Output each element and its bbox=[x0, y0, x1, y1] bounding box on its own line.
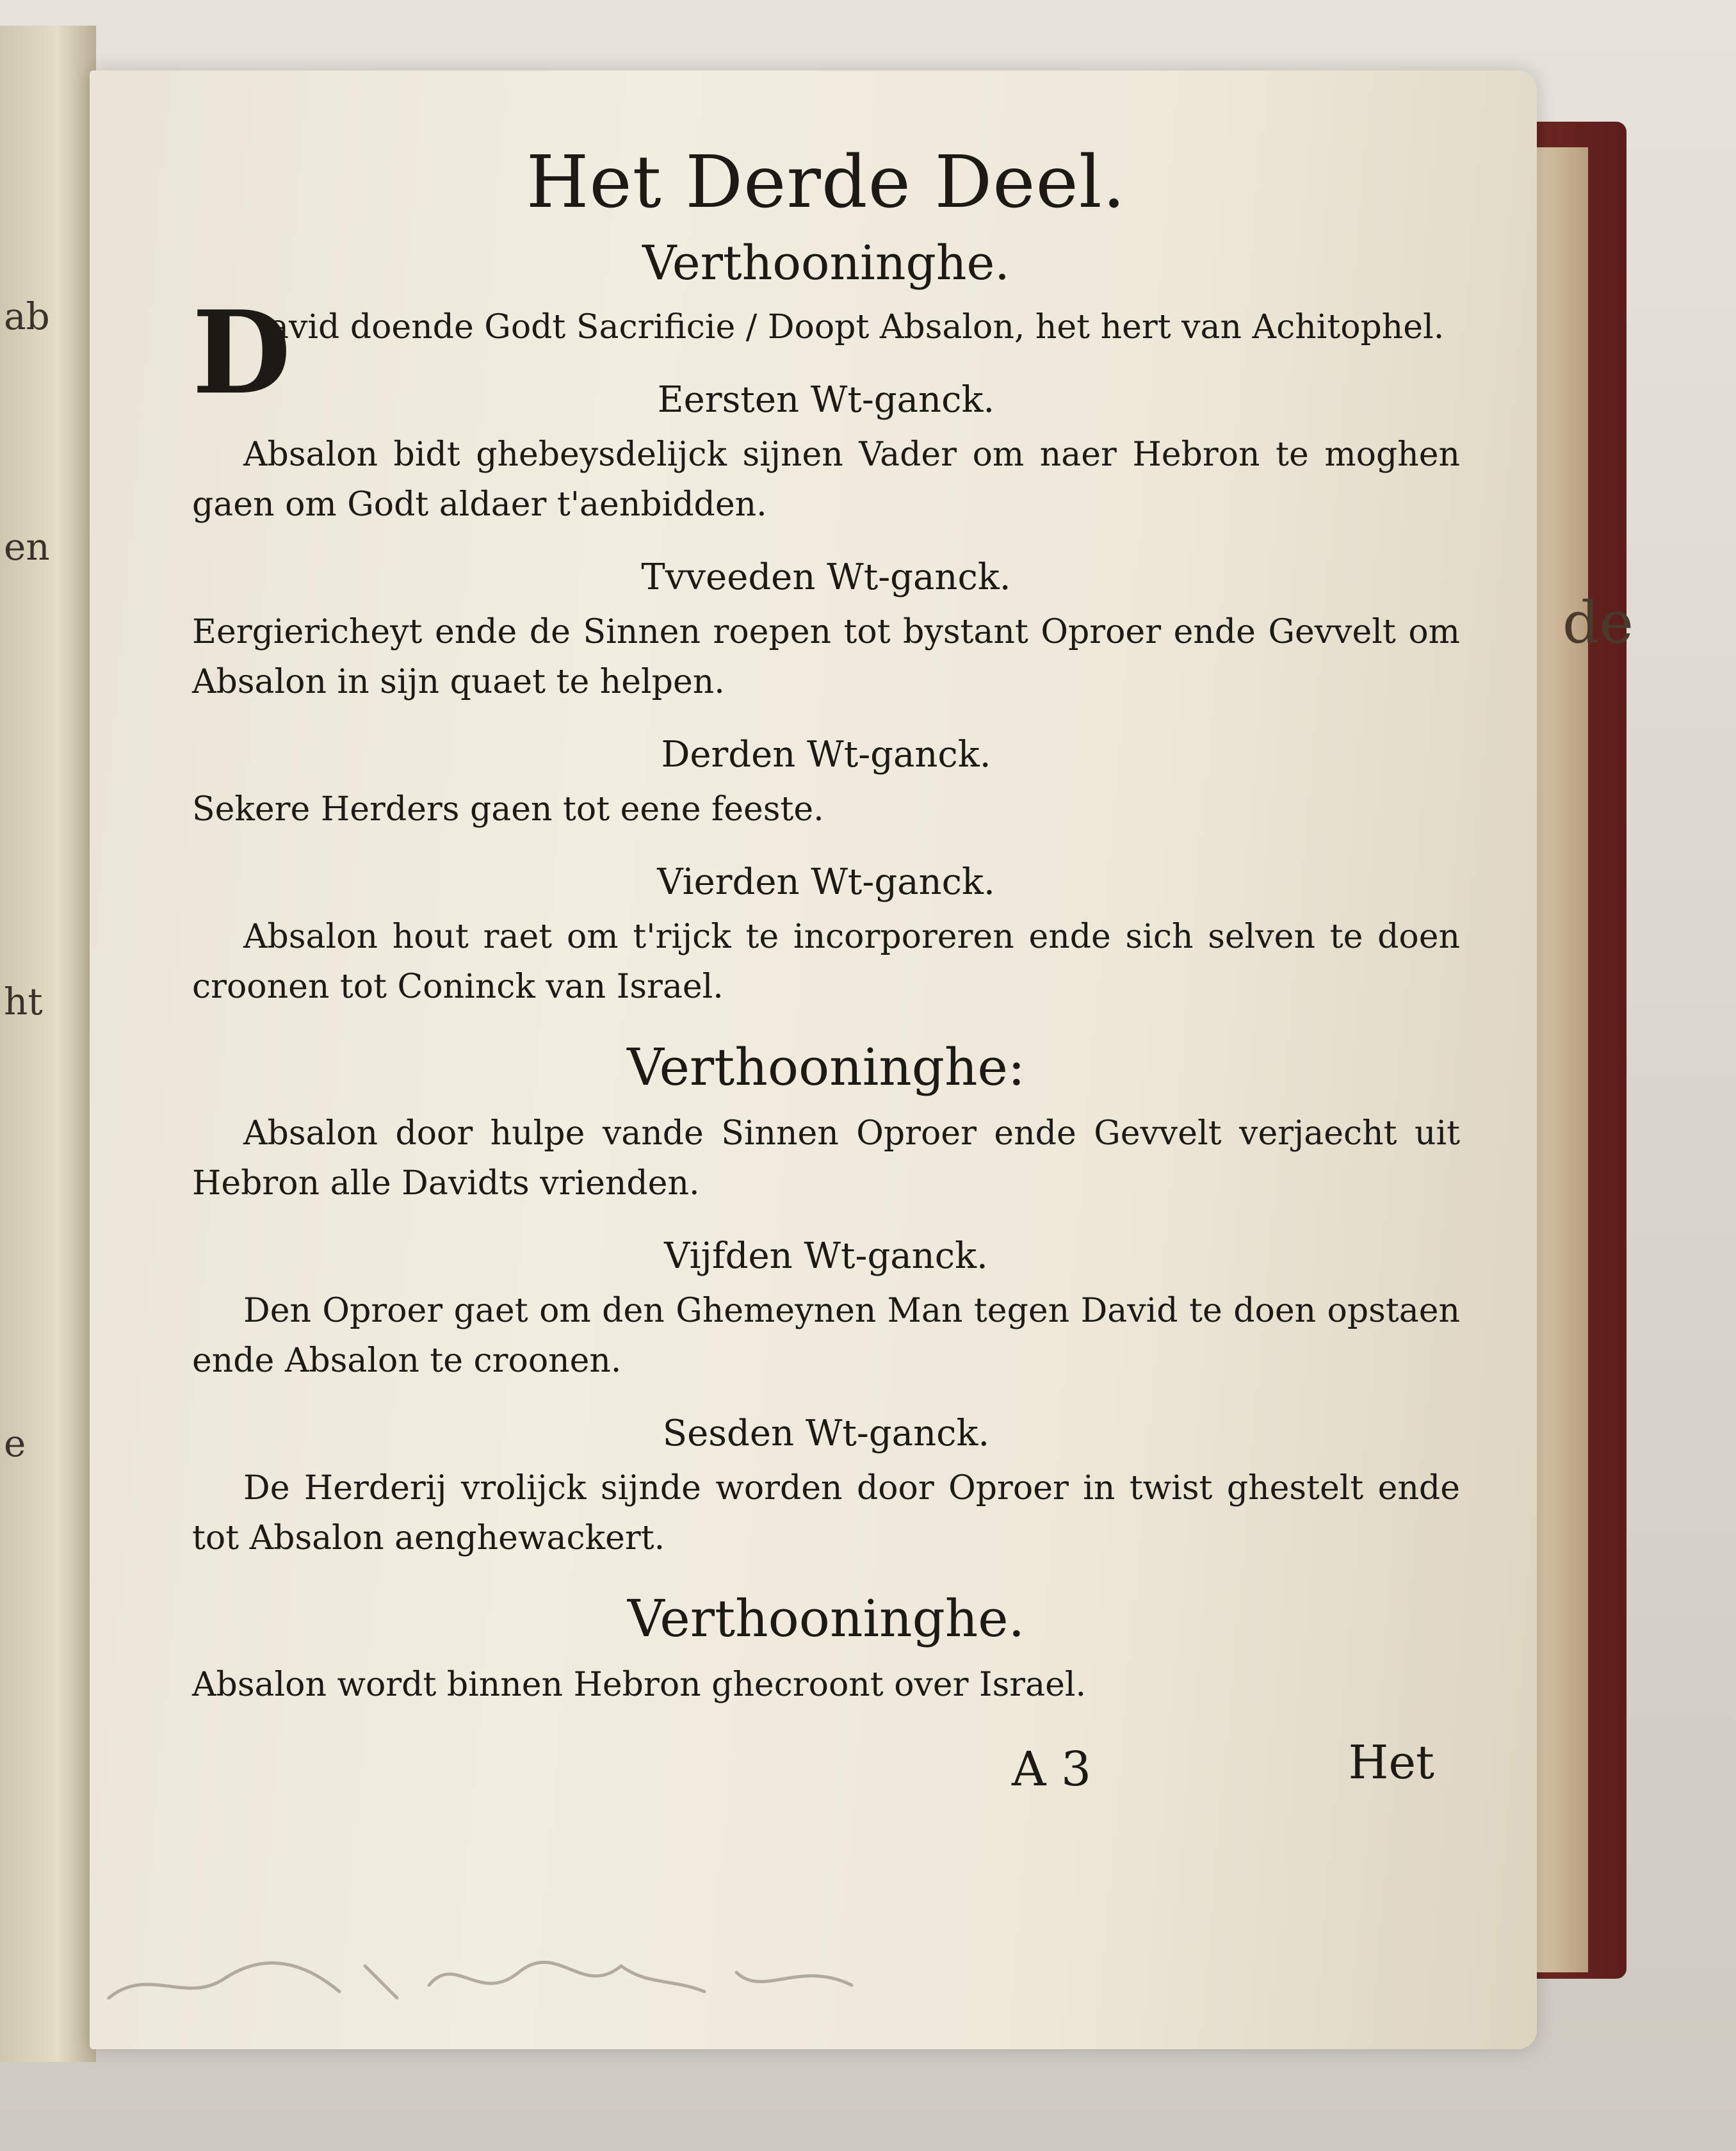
facing-page-fragment: ht bbox=[4, 980, 43, 1023]
facing-page-fragment: e bbox=[4, 1422, 26, 1465]
page-text bbox=[192, 141, 1460, 1812]
section-text: Sekere Herders gaen tot eene feeste. bbox=[192, 790, 824, 829]
section-heading: Verthooninghe. bbox=[627, 1589, 1025, 1648]
catchword: Het bbox=[1348, 1735, 1434, 1789]
signature-mark: A 3 bbox=[1012, 1742, 1092, 1797]
book-page bbox=[90, 70, 1537, 2049]
facing-page-fragment: ab bbox=[4, 295, 50, 338]
section-heading: Verthooninghe: bbox=[627, 1037, 1025, 1097]
section-heading: Verthooninghe. bbox=[642, 236, 1010, 291]
section-text: Eergiericheyt ende de Sinnen roepen tot bystant Oproer ende Gevvelt om Absalon in sijn quaet te helpen. bbox=[192, 613, 1460, 701]
facing-page-fragment: en bbox=[4, 525, 50, 569]
section-text: Absalon bidt ghebeysdelijck sijnen Vader om naer Hebron te moghen gaen om Godt aldaer t'aenbidden. bbox=[192, 435, 1460, 524]
page-title: Het Derde Deel. bbox=[526, 141, 1126, 224]
intro-text: avid doende Godt Sacrificie / Doopt Absalon, het hert van Achitophel. bbox=[269, 308, 1445, 346]
section-heading: Tvveeden Wt-ganck. bbox=[641, 556, 1011, 598]
section-heading: Sesden Wt-ganck. bbox=[662, 1413, 990, 1454]
section-heading: Derden Wt-ganck. bbox=[661, 734, 991, 775]
section-heading: Eersten Wt-ganck. bbox=[657, 379, 995, 421]
section-heading: Vijfden Wt-ganck. bbox=[664, 1235, 988, 1277]
page-footer bbox=[192, 1735, 1460, 1812]
drop-cap: D bbox=[192, 286, 291, 419]
section-text: Absalon hout raet om t'rijck te incorporeren ende sich selven te doen croonen tot Coninck van Israel. bbox=[192, 918, 1460, 1006]
section-text: Absalon wordt binnen Hebron ghecroont over Israel. bbox=[192, 1666, 1087, 1704]
pencil-annotation bbox=[96, 1940, 864, 2017]
section-text: Den Oproer gaet om den Ghemeynen Man tegen David te doen opstaen ende Absalon te croonen. bbox=[192, 1292, 1460, 1380]
section-heading: Vierden Wt-ganck. bbox=[657, 861, 995, 903]
section-text: Absalon door hulpe vande Sinnen Oproer ende Gevvelt verjaecht uit Hebron alle Davidts vrienden. bbox=[192, 1114, 1460, 1203]
section-text: De Herderij vrolijck sijnde worden door Oproer in twist ghestelt ende tot Absalon aenghewackert. bbox=[192, 1469, 1460, 1557]
next-page-fragment: de bbox=[1562, 589, 1634, 656]
facing-page bbox=[0, 26, 96, 2062]
